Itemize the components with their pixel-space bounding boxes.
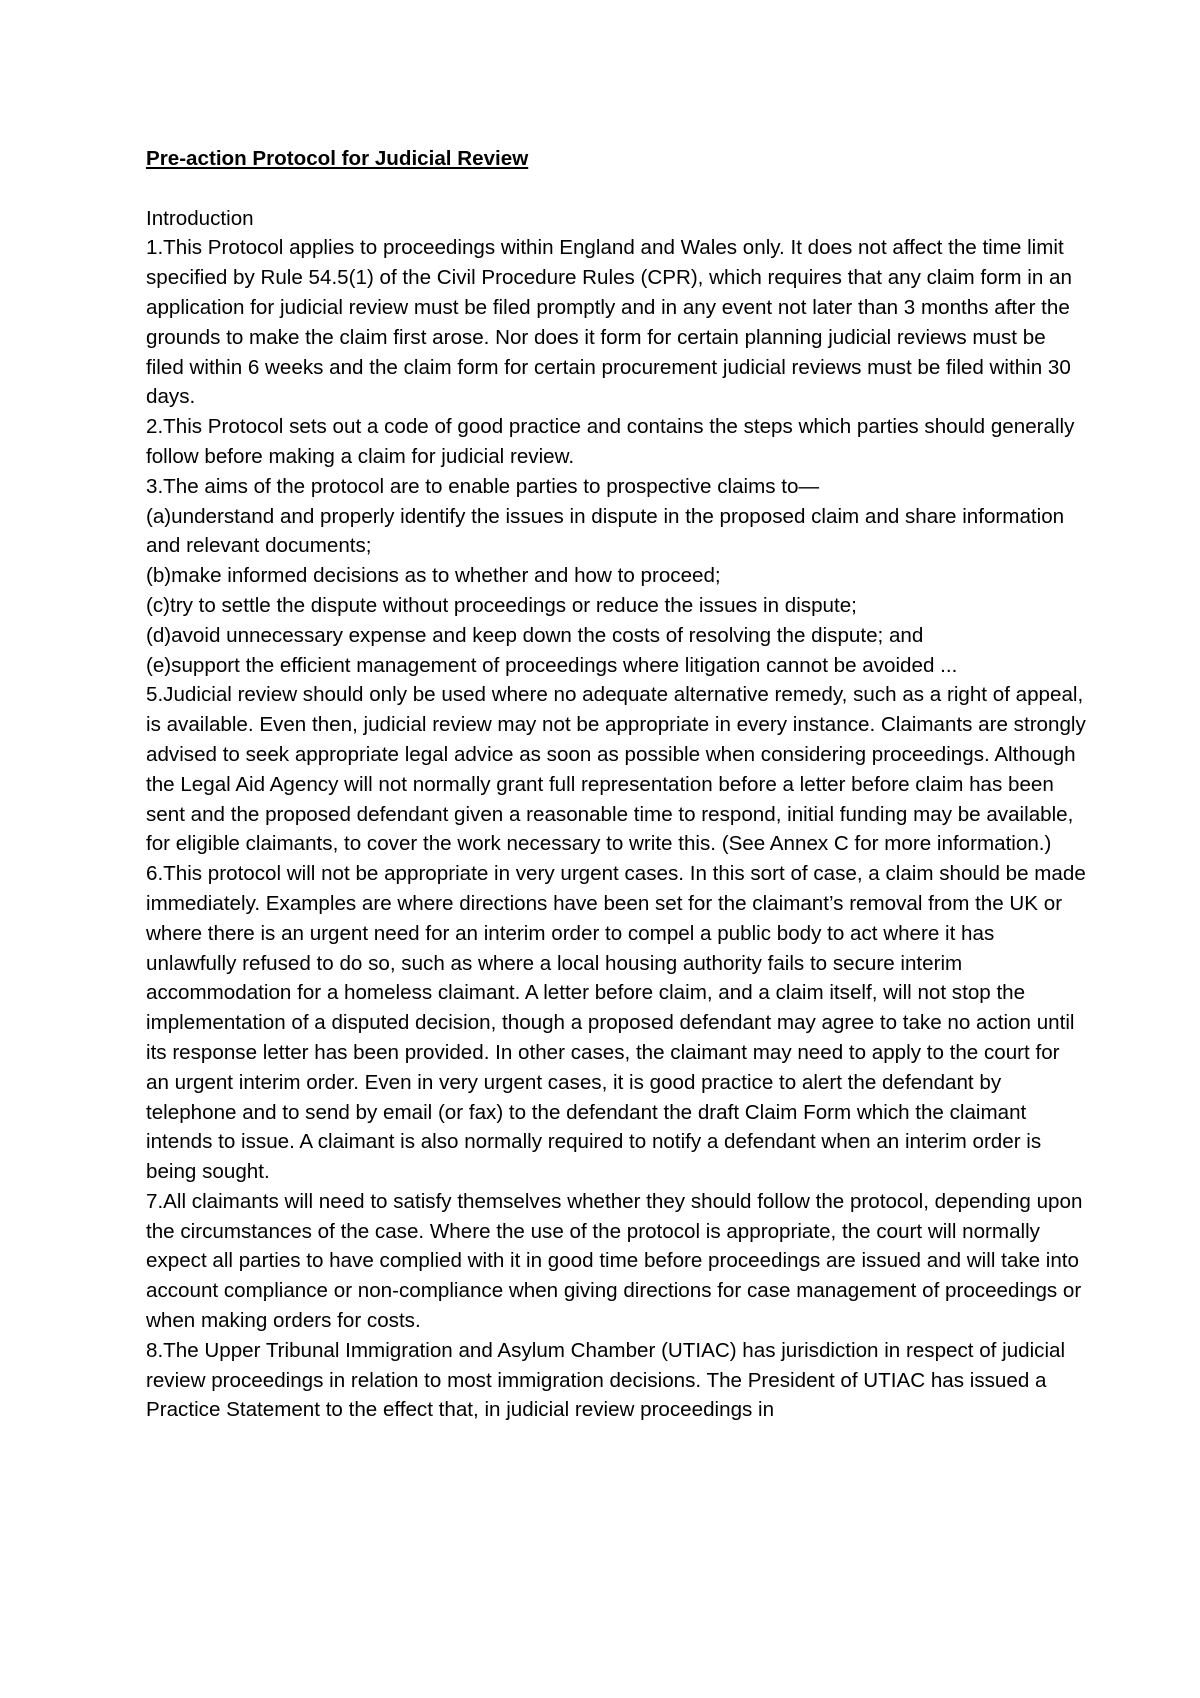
paragraph-5: 5.Judicial review should only be used where no adequate alternative remedy, such as a right of appeal, is available. Even then, judicial review may not be appropriate in every instance. Claimants are strongly advised to seek appropriate legal advice as soon as possible when considering proceedings. Although the Legal Aid Agency will not normally grant full representation before a letter before claim has been sent and the proposed defendant given a reasonable time to respond, initial funding may be available, for eligible claimants, to cover the work necessary to write this. (See Annex C for more information.) — [146, 683, 1086, 856]
list-item-e: (e)support the efficient management of proceedings where litigation cannot be avoided ... — [146, 653, 958, 677]
list-item-a: (a)understand and properly identify the issues in dispute in the proposed claim and share information and relevant documents; — [146, 504, 1065, 558]
document-title: Pre-action Protocol for Judicial Review — [146, 147, 529, 170]
list-item-c: (c)try to settle the dispute without proceedings or reduce the issues in dispute; — [146, 593, 857, 617]
list-item-b: (b)make informed decisions as to whether and how to proceed; — [146, 564, 721, 588]
paragraph-3: 3.The aims of the protocol are to enable parties to prospective claims to— — [146, 474, 820, 498]
section-heading: Introduction — [146, 206, 254, 230]
paragraph-1: 1.This Protocol applies to proceedings within England and Wales only. It does not affect the time limit specified by Rule 54.5(1) of the Civil Procedure Rules (CPR), which requires that any claim form in an application for judicial review must be filed promptly and in any event not later than 3 months after the grounds to make the claim first arose. Nor does it form for certain planning judicial reviews must be filed within 6 weeks and the claim form for certain procurement judicial reviews must be filed within 30 days. — [146, 236, 1072, 409]
paragraph-7: 7.All claimants will need to satisfy themselves whether they should follow the protocol, depending upon the circumstances of the case. Where the use of the protocol is appropriate, the court will normally expect all parties to have complied with it in good time before proceedings are issued and will take into account compliance or non-compliance when giving directions for case management of proceedings or when making orders for costs. — [146, 1189, 1083, 1333]
document-body — [146, 144, 1086, 1425]
list-item-d: (d)avoid unnecessary expense and keep down the costs of resolving the dispute; and — [146, 623, 924, 647]
paragraph-2: 2.This Protocol sets out a code of good practice and contains the steps which parties should generally follow before making a claim for judicial review. — [146, 415, 1075, 468]
blank-line — [146, 174, 1086, 204]
paragraph-6: 6.This protocol will not be appropriate in very urgent cases. In this sort of case, a claim should be made immediately. Examples are where directions have been set for the claimant’s removal from the UK or where there is an urgent need for an interim order to compel a public body to act where it has unlawfully refused to do so, such as where a local housing authority fails to secure interim accommodation for a homeless claimant. A letter before claim, and a claim itself, will not stop the implementation of a disputed decision, though a proposed defendant may agree to take no action until its response letter has been provided. In other cases, the claimant may need to apply to the court for an urgent interim order. Even in very urgent cases, it is good practice to alert the defendant by telephone and to send by email (or fax) to the defendant the draft Claim Form which the claimant intends to issue. A claimant is also normally required to notify a defendant when an interim order is being sought. — [146, 862, 1086, 1184]
paragraph-8: 8.The Upper Tribunal Immigration and Asylum Chamber (UTIAC) has jurisdiction in respect of judicial review proceedings in relation to most immigration decisions. The President of UTIAC has issued a Practice Statement to the effect that, in judicial review proceedings in — [146, 1338, 1066, 1422]
